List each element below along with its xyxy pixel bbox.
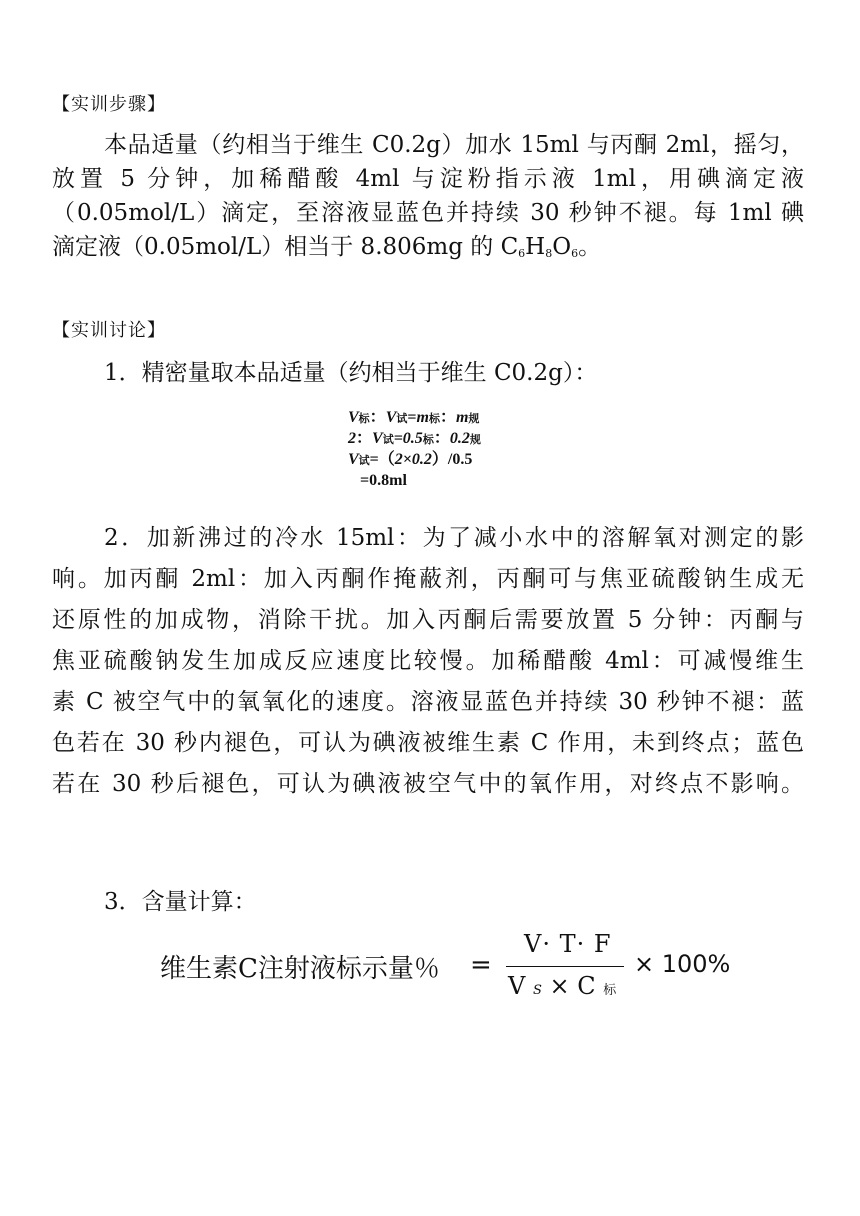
steps-line-2: 放置 5 分钟，加稀醋酸 4ml 与淀粉指示液 1ml，用碘滴定液 (52, 166, 804, 192)
den-v: V (508, 972, 526, 1000)
calc-r2-b: 0.2 (449, 430, 470, 447)
calc-row-4: =0.8ml (360, 472, 407, 489)
formula-o: O (552, 234, 572, 260)
formula-end: 。 (578, 234, 602, 260)
den-times-c: × C (549, 972, 596, 1000)
steps-heading: 【实训步骤】 (52, 94, 166, 115)
calc-r1-v2s: 试 (396, 413, 408, 425)
calc-r3-v: V (348, 451, 359, 468)
calc-r1-ms: 标 (428, 413, 440, 425)
item2-line-6: 色若在 30 秒内褪色，可认为碘液被维生素 C 作用，未到终点；蓝色 (52, 730, 804, 756)
calc-r2-eq: =0.5 (393, 430, 423, 447)
calc-r1-eq: = (407, 409, 417, 426)
calc-r1-m: m (416, 409, 429, 426)
calc-r1-sep: ： (369, 409, 386, 426)
calc-r2-v: V (372, 430, 383, 447)
formula-c: C (500, 234, 519, 260)
formula-h-sub: 8 (545, 247, 553, 260)
calc-r1-m2s: 规 (468, 413, 480, 425)
calc-r2-s1: 标 (422, 434, 434, 446)
calc-r3-vs: 试 (358, 455, 370, 467)
discussion-paragraph-2 (52, 518, 804, 805)
steps-line-4-text: 滴定液（0.05mol/L）相当于 8.806mg 的 (52, 234, 501, 260)
formula-multiplier: × 100% (634, 950, 731, 978)
den-v-sub: S (532, 983, 542, 998)
item2-line-2: 响。加丙酮 2ml：加入丙酮作掩蔽剂，丙酮可与焦亚硫酸钠生成无 (52, 566, 804, 592)
calc-r2-sep2: ： (433, 430, 450, 447)
calc-r2-a: 2 (348, 430, 356, 447)
item2-line-4: 焦亚硫酸钠发生加成反应速度比较慢。加稀醋酸 4ml：可减慢维生 (52, 648, 804, 674)
discussion-item-3: 3．含量计算： (104, 889, 257, 915)
calc-r2-sep: ： (356, 430, 373, 447)
calc-r3-expr1: =（ (369, 451, 395, 468)
calc-r3-expr3: ）/0.5 (431, 451, 473, 468)
discussion-heading: 【实训讨论】 (52, 320, 166, 341)
calc-r3-expr2: 2×0.2 (394, 451, 432, 468)
formula-c-sub: 6 (518, 247, 526, 260)
calc-r2-vs: 试 (382, 434, 394, 446)
calc-r1-v2: V (385, 409, 397, 426)
steps-paragraph (52, 128, 804, 264)
calc-row-2 (348, 429, 481, 450)
calc-r1-sep2: ： (439, 409, 456, 426)
calc-r1-m2: m (455, 409, 469, 426)
item2-line-5: 素 C 被空气中的氧氧化的速度。溶液显蓝色并持续 30 秒钟不褪：蓝 (52, 689, 804, 715)
item2-line-3: 还原性的加成物，消除干扰。加入丙酮后需要放置 5 分钟：丙酮与 (52, 607, 804, 633)
formula-denominator (508, 972, 616, 1000)
calc-r2-s2: 规 (469, 434, 481, 446)
formula-equals: = (470, 950, 492, 980)
formula-lhs: 维生素C注射液标示量％ (160, 954, 440, 984)
item2-line-7: 若在 30 秒后褪色，可认为碘液被空气中的氧作用，对终点不影响。 (52, 771, 804, 797)
formula-h: H (525, 234, 546, 260)
volume-calculation (348, 408, 481, 491)
fraction-bar (506, 966, 624, 967)
calc-r1-vs: 标 (358, 413, 370, 425)
calc-r1-v: V (348, 409, 359, 426)
item2-line-1: 2．加新沸过的冷水 15ml：为了减小水中的溶解氧对测定的影 (104, 525, 804, 551)
steps-line-1: 本品适量（约相当于维生 C0.2g）加水 15ml 与丙酮 2ml，摇匀， (104, 132, 804, 158)
steps-line-3: （0.05mol/L）滴定，至溶液显蓝色并持续 30 秒钟不褪。每 1ml 碘 (52, 200, 804, 226)
formula-numerator: V· T· F (524, 930, 612, 958)
den-c-sub: 标 (603, 983, 617, 998)
content-formula (160, 928, 760, 1008)
steps-line-4 (52, 230, 804, 264)
calc-row-3 (348, 450, 481, 471)
calc-row-1 (348, 408, 481, 429)
discussion-item-1: 1．精密量取本品适量（约相当于维生 C0.2g）： (104, 360, 598, 386)
formula-o-sub: 6 (571, 247, 579, 260)
